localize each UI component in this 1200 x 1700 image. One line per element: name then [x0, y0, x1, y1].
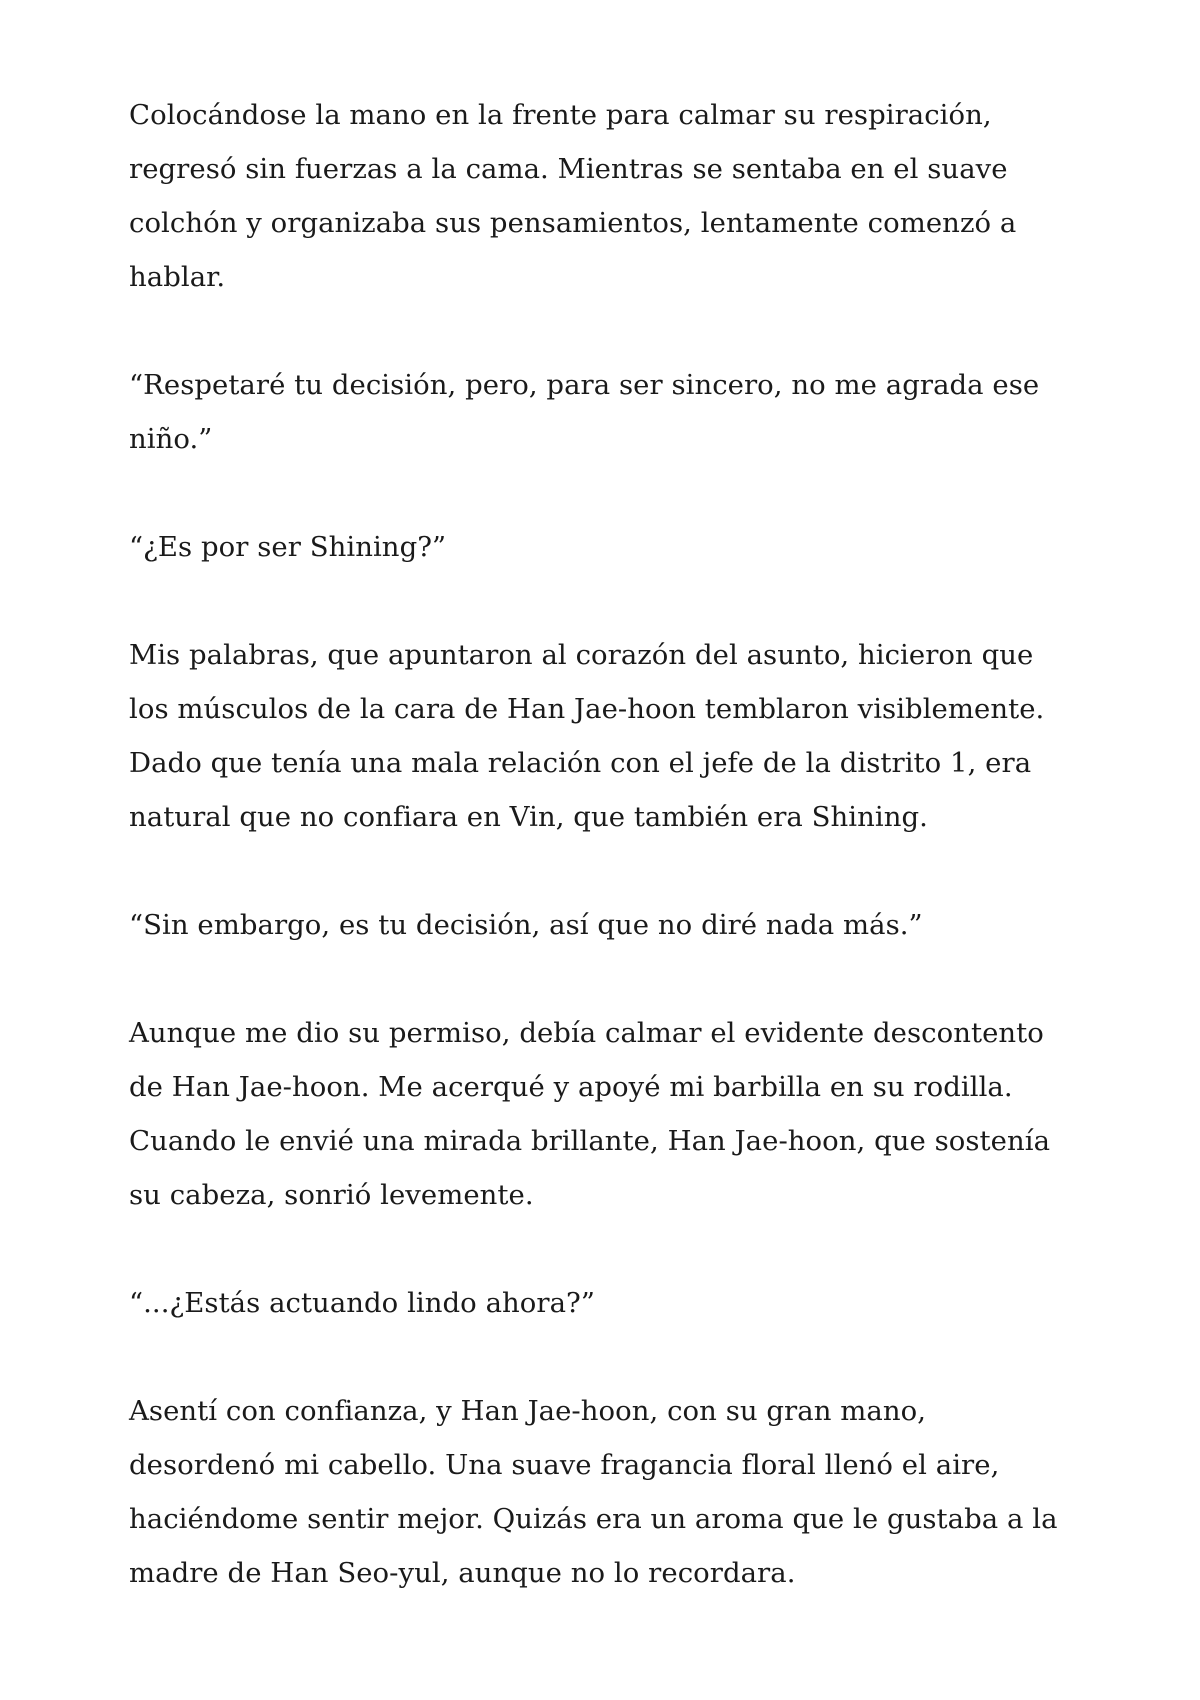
paragraph-7: “...¿Estás actuando lindo ahora?” — [129, 1287, 595, 1319]
paragraph-4: Mis palabras, que apuntaron al corazón del asunto, hicieron que los músculos de la cara de Han Jae-hoon temblaron visiblemente. Dado que tenía una mala relación con el jefe de la distrito 1, era natural que no confiara en Vin, que también era Shining. — [129, 639, 1045, 833]
paragraph-6: Aunque me dio su permiso, debía calmar el evidente descontento de Han Jae-hoon. Me acerqué y apoyé mi barbilla en su rodilla. Cuando le envié una mirada brillante, Han Jae-hoon, que sostenía su cabeza, sonrió levemente. — [129, 1017, 1051, 1211]
paragraph-5: “Sin embargo, es tu decisión, así que no diré nada más.” — [129, 909, 923, 941]
paragraph-1: Colocándose la mano en la frente para calmar su respiración, regresó sin fuerzas a la cama. Mientras se sentaba en el suave colchón y organizaba sus pensamientos, lentamente comenzó a hablar. — [129, 99, 1017, 293]
paragraph-2: “Respetaré tu decisión, pero, para ser sincero, no me agrada ese niño.” — [129, 369, 1040, 455]
paragraph-8: Asentí con confianza, y Han Jae-hoon, con su gran mano, desordenó mi cabello. Una suave fragancia floral llenó el aire, haciéndome sentir mejor. Quizás era un aroma que le gustaba a la madre de Han Seo-yul, aunque no lo recordara. — [129, 1395, 1058, 1589]
paragraph-3: “¿Es por ser Shining?” — [129, 531, 447, 563]
